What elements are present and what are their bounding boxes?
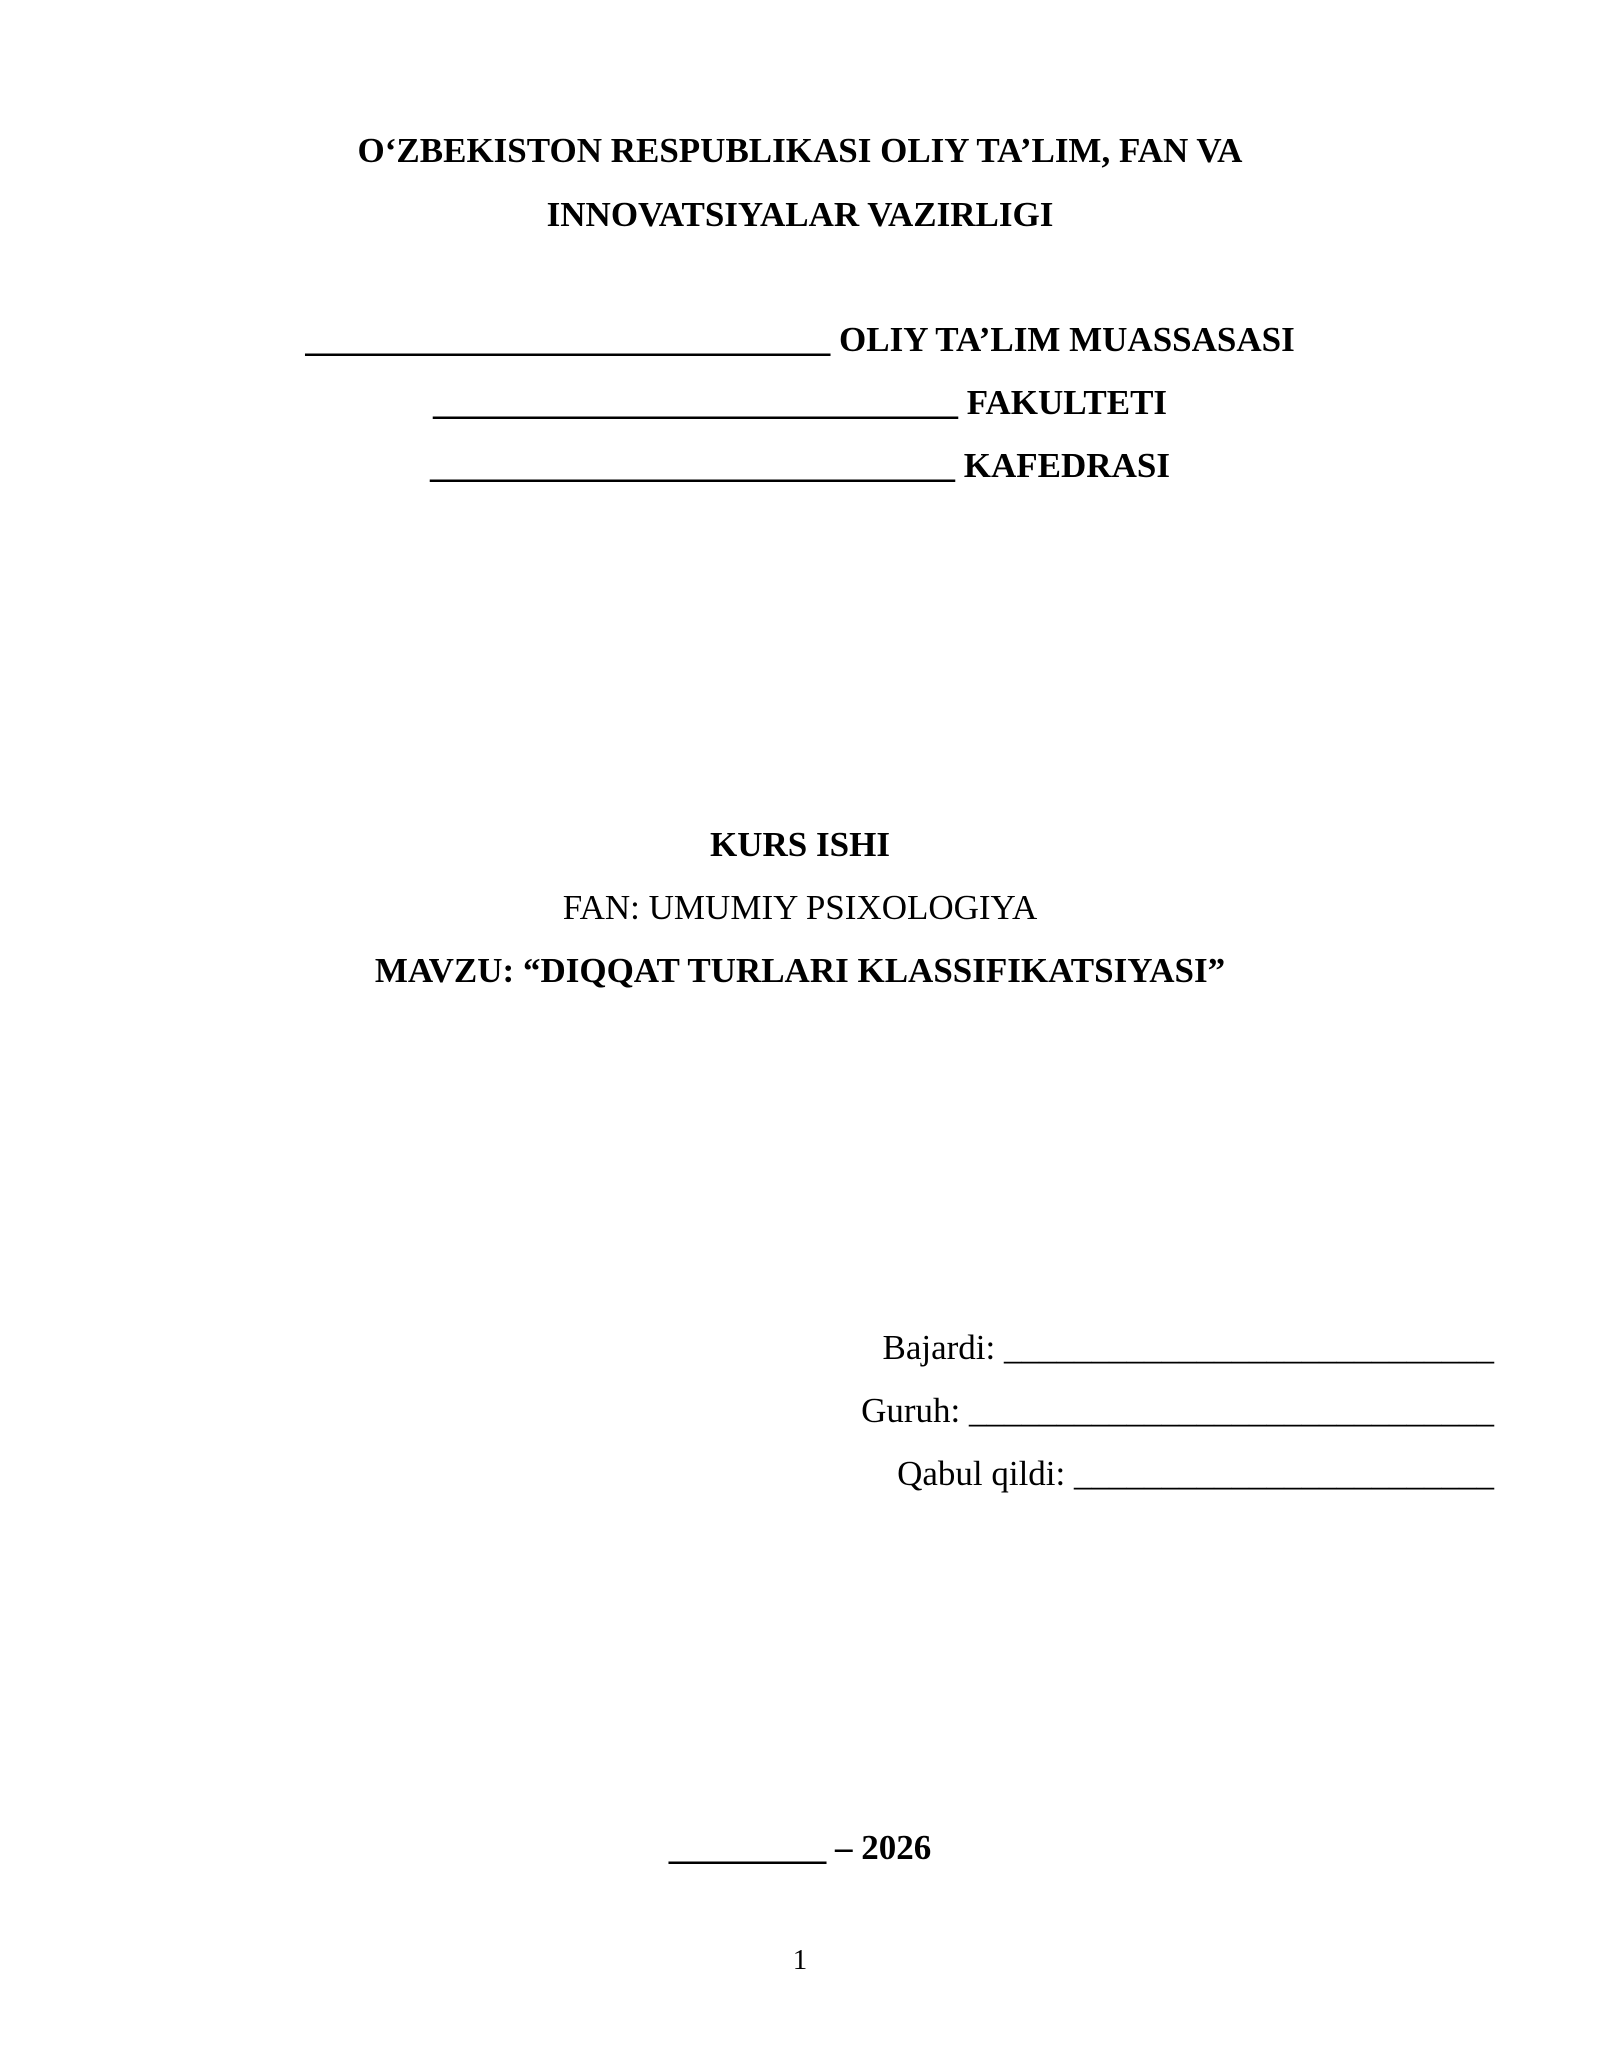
city-year-line: _________ – 2026 — [668, 1828, 932, 1867]
subject-line: FAN: UMUMIY PSIXOLOGIYA — [562, 888, 1038, 927]
topic-line: MAVZU: “DIQQAT TURLARI KLASSIFIKATSIYASI” — [374, 951, 1226, 990]
accepted-by-field: Qabul qildi: ________________________ — [897, 1454, 1494, 1493]
performed-by-field: Bajardi: ____________________________ — [882, 1328, 1494, 1367]
page-number: 1 — [792, 1944, 808, 1976]
ministry-title-line1: O‘ZBEKISTON RESPUBLIKASI OLIY TA’LIM, FAN VA — [357, 131, 1243, 170]
institution-line: ______________________________ OLIY TA’LIM MUASSASASI — [305, 320, 1295, 359]
group-field: Guruh: ______________________________ — [861, 1391, 1494, 1430]
ministry-title-line2: INNOVATSIYALAR VAZIRLIGI — [546, 195, 1054, 234]
department-line: ______________________________ KAFEDRASI — [430, 446, 1170, 485]
work-type-title: KURS ISHI — [710, 825, 890, 864]
faculty-line: ______________________________ FAKULTETI — [432, 383, 1168, 422]
